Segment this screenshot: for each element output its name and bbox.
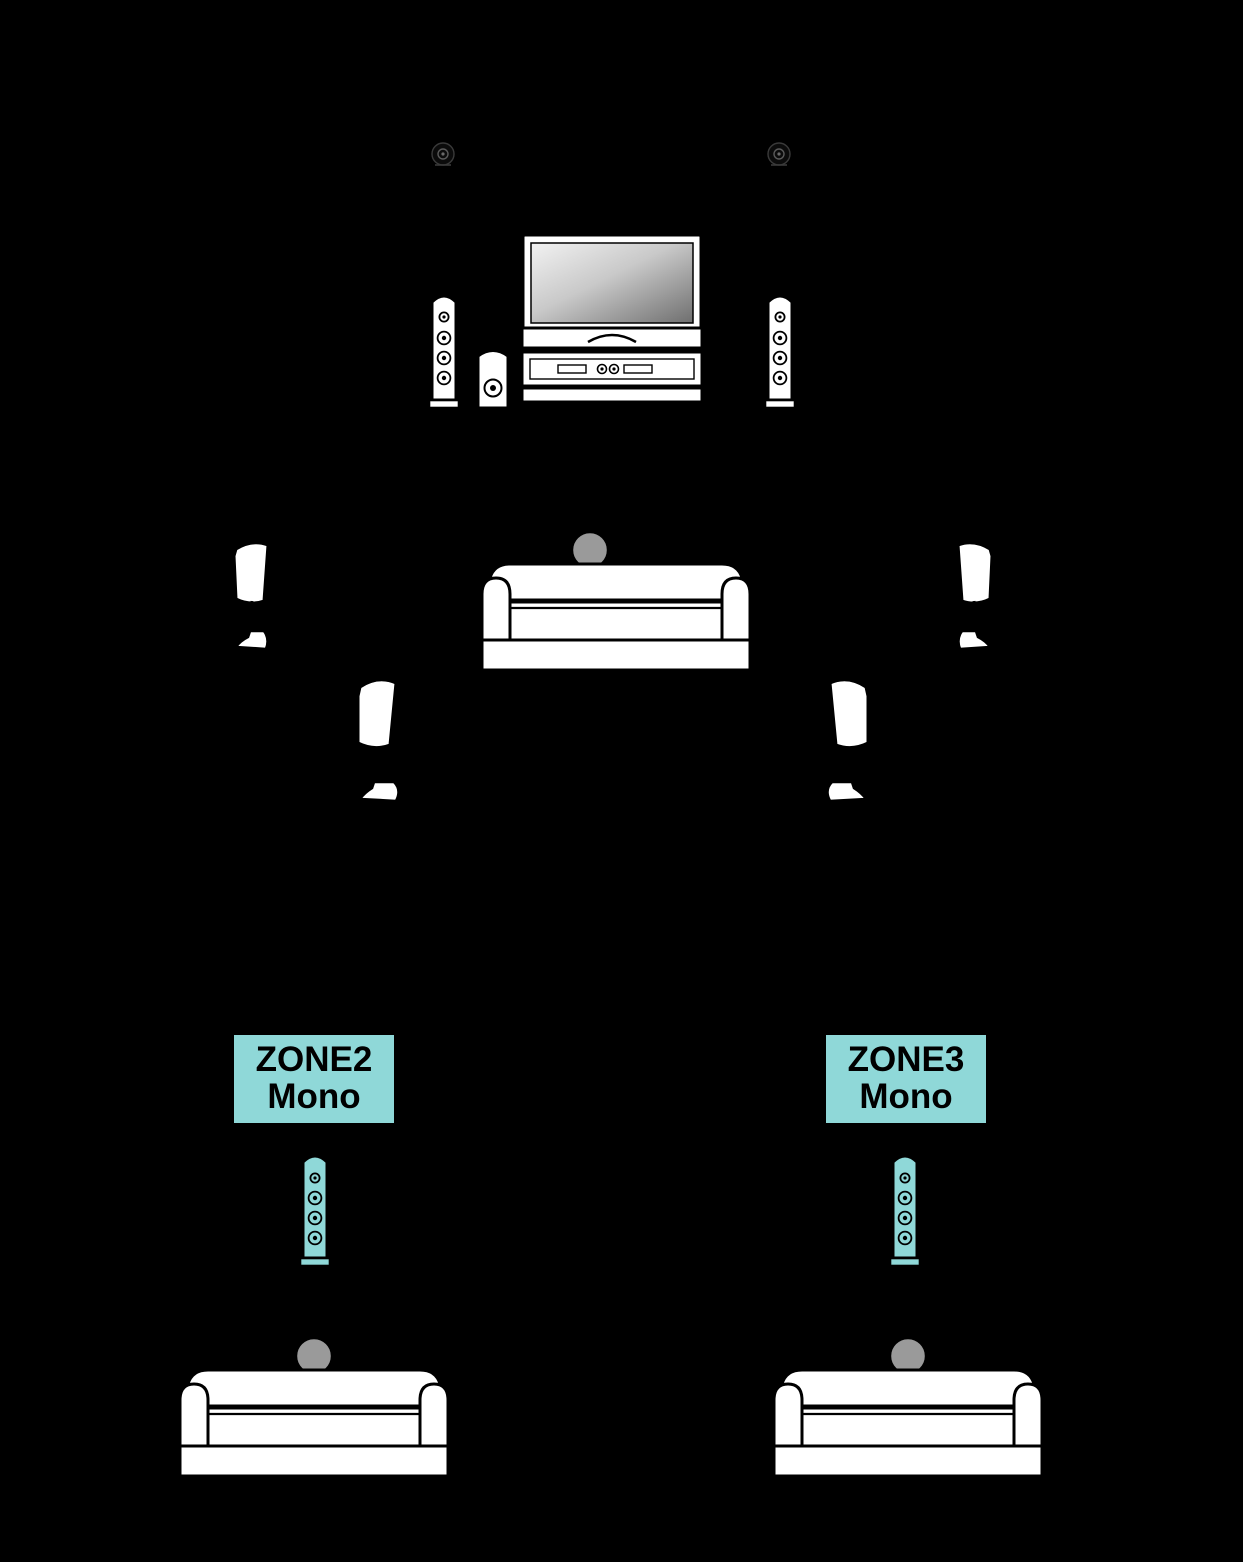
zone2-label xyxy=(234,1035,394,1123)
tower-speaker-icon xyxy=(296,1148,334,1270)
stand-speaker-icon xyxy=(930,522,1000,650)
zone2-label-line2: Mono xyxy=(267,1077,361,1117)
zone3-label-line1: ZONE3 xyxy=(847,1040,965,1079)
sofa-icon xyxy=(178,1334,450,1484)
tower-speaker-icon xyxy=(760,288,800,412)
center-speaker-icon xyxy=(472,344,514,414)
stand-speaker-icon xyxy=(226,522,296,650)
zone2-label-line1: ZONE2 xyxy=(255,1040,373,1079)
tower-speaker-icon xyxy=(424,288,464,412)
sofa-icon xyxy=(772,1334,1044,1484)
tower-speaker-icon xyxy=(886,1148,924,1270)
av-receiver-icon xyxy=(518,326,706,412)
stand-speaker-icon xyxy=(802,660,878,800)
ceiling-speaker-icon xyxy=(426,140,460,174)
ceiling-speaker-icon xyxy=(762,140,796,174)
zone3-label xyxy=(826,1035,986,1123)
zone3-label-line2: Mono xyxy=(859,1077,953,1117)
sofa-icon xyxy=(480,528,752,678)
stand-speaker-icon xyxy=(348,660,424,800)
